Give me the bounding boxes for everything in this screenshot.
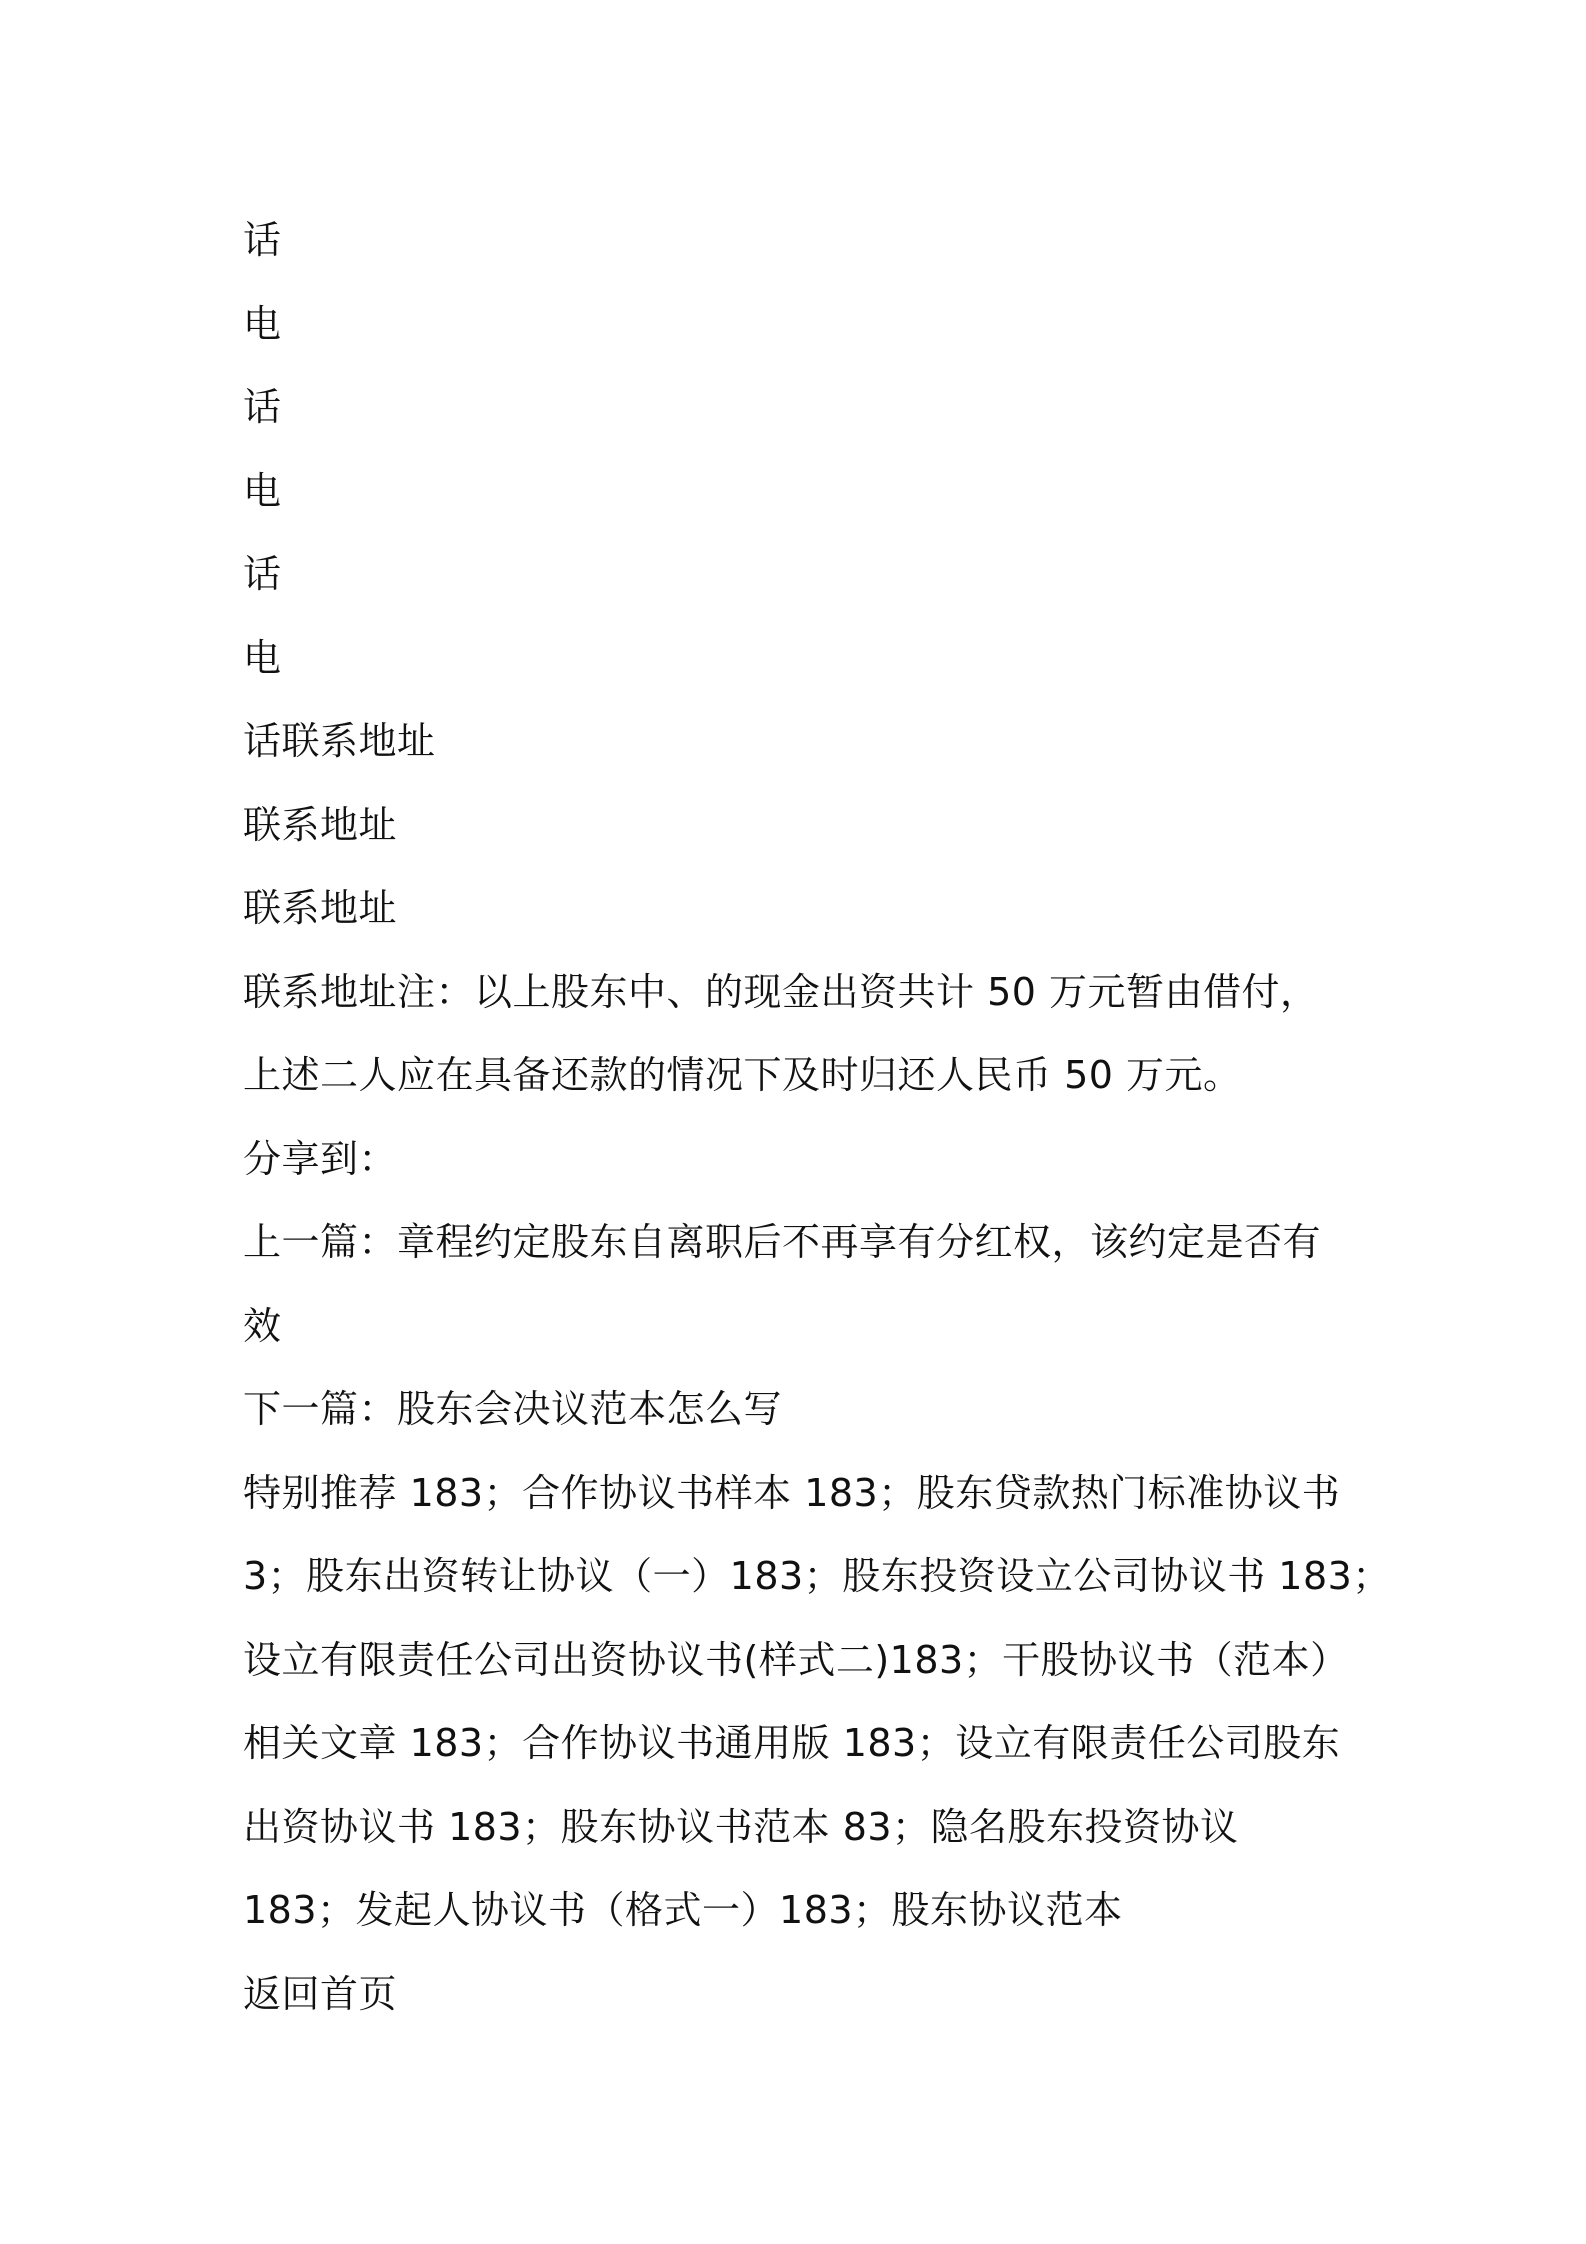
prev-article-link-cont[interactable]: 效 bbox=[243, 1303, 282, 1348]
contact-line: 电 bbox=[243, 635, 282, 680]
recommend-line[interactable]: 设立有限责任公司出资协议书(样式二)183；干股协议书（范本） bbox=[243, 1637, 1349, 1682]
recommend-line[interactable]: 特别推荐 183；合作协议书样本 183；股东贷款热门标准协议书 bbox=[243, 1470, 1341, 1515]
contact-line: 话 bbox=[243, 385, 282, 429]
next-article[interactable] bbox=[243, 1368, 1363, 1452]
note-line-1: 联系地址注：以上股东中、的现金出资共计 50 万元暂由借付， bbox=[243, 969, 1319, 1014]
next-article-label: 下一篇： bbox=[243, 1387, 398, 1431]
next-article-link[interactable]: 股东会决议范本怎么写 bbox=[397, 1387, 783, 1431]
prev-article-label: 上一篇： bbox=[243, 1220, 398, 1264]
contact-line: 话 bbox=[243, 218, 282, 262]
contact-line: 联系地址 bbox=[243, 886, 398, 930]
share-label: 分享到： bbox=[243, 1136, 398, 1181]
contact-line: 话 bbox=[243, 552, 282, 596]
contact-line: 电 bbox=[243, 468, 282, 513]
recommend-line[interactable]: 相关文章 183；合作协议书通用版 183；设立有限责任公司股东 bbox=[243, 1721, 1341, 1765]
document-page bbox=[243, 199, 1391, 2036]
recommend-line[interactable]: 出资协议书 183；股东协议书范本 83；隐名股东投资协议 bbox=[243, 1804, 1239, 1849]
prev-article-link[interactable]: 章程约定股东自离职后不再享有分红权，该约定是否有 bbox=[397, 1220, 1322, 1264]
recommend-line[interactable]: 3；股东出资转让协议（一）183；股东投资设立公司协议书 183； bbox=[243, 1554, 1391, 1598]
contact-line: 话联系地址 bbox=[243, 719, 436, 763]
prev-article[interactable] bbox=[243, 1201, 1363, 1285]
back-home-link[interactable]: 返回首页 bbox=[243, 1971, 398, 2016]
contact-line: 联系地址 bbox=[243, 802, 398, 847]
note-line-2: 上述二人应在具备还款的情况下及时归还人民币 50 万元。 bbox=[243, 1053, 1242, 1097]
recommend-line[interactable]: 183；发起人协议书（格式一）183；股东协议范本 bbox=[243, 1888, 1123, 1932]
contact-line: 电 bbox=[243, 301, 282, 346]
